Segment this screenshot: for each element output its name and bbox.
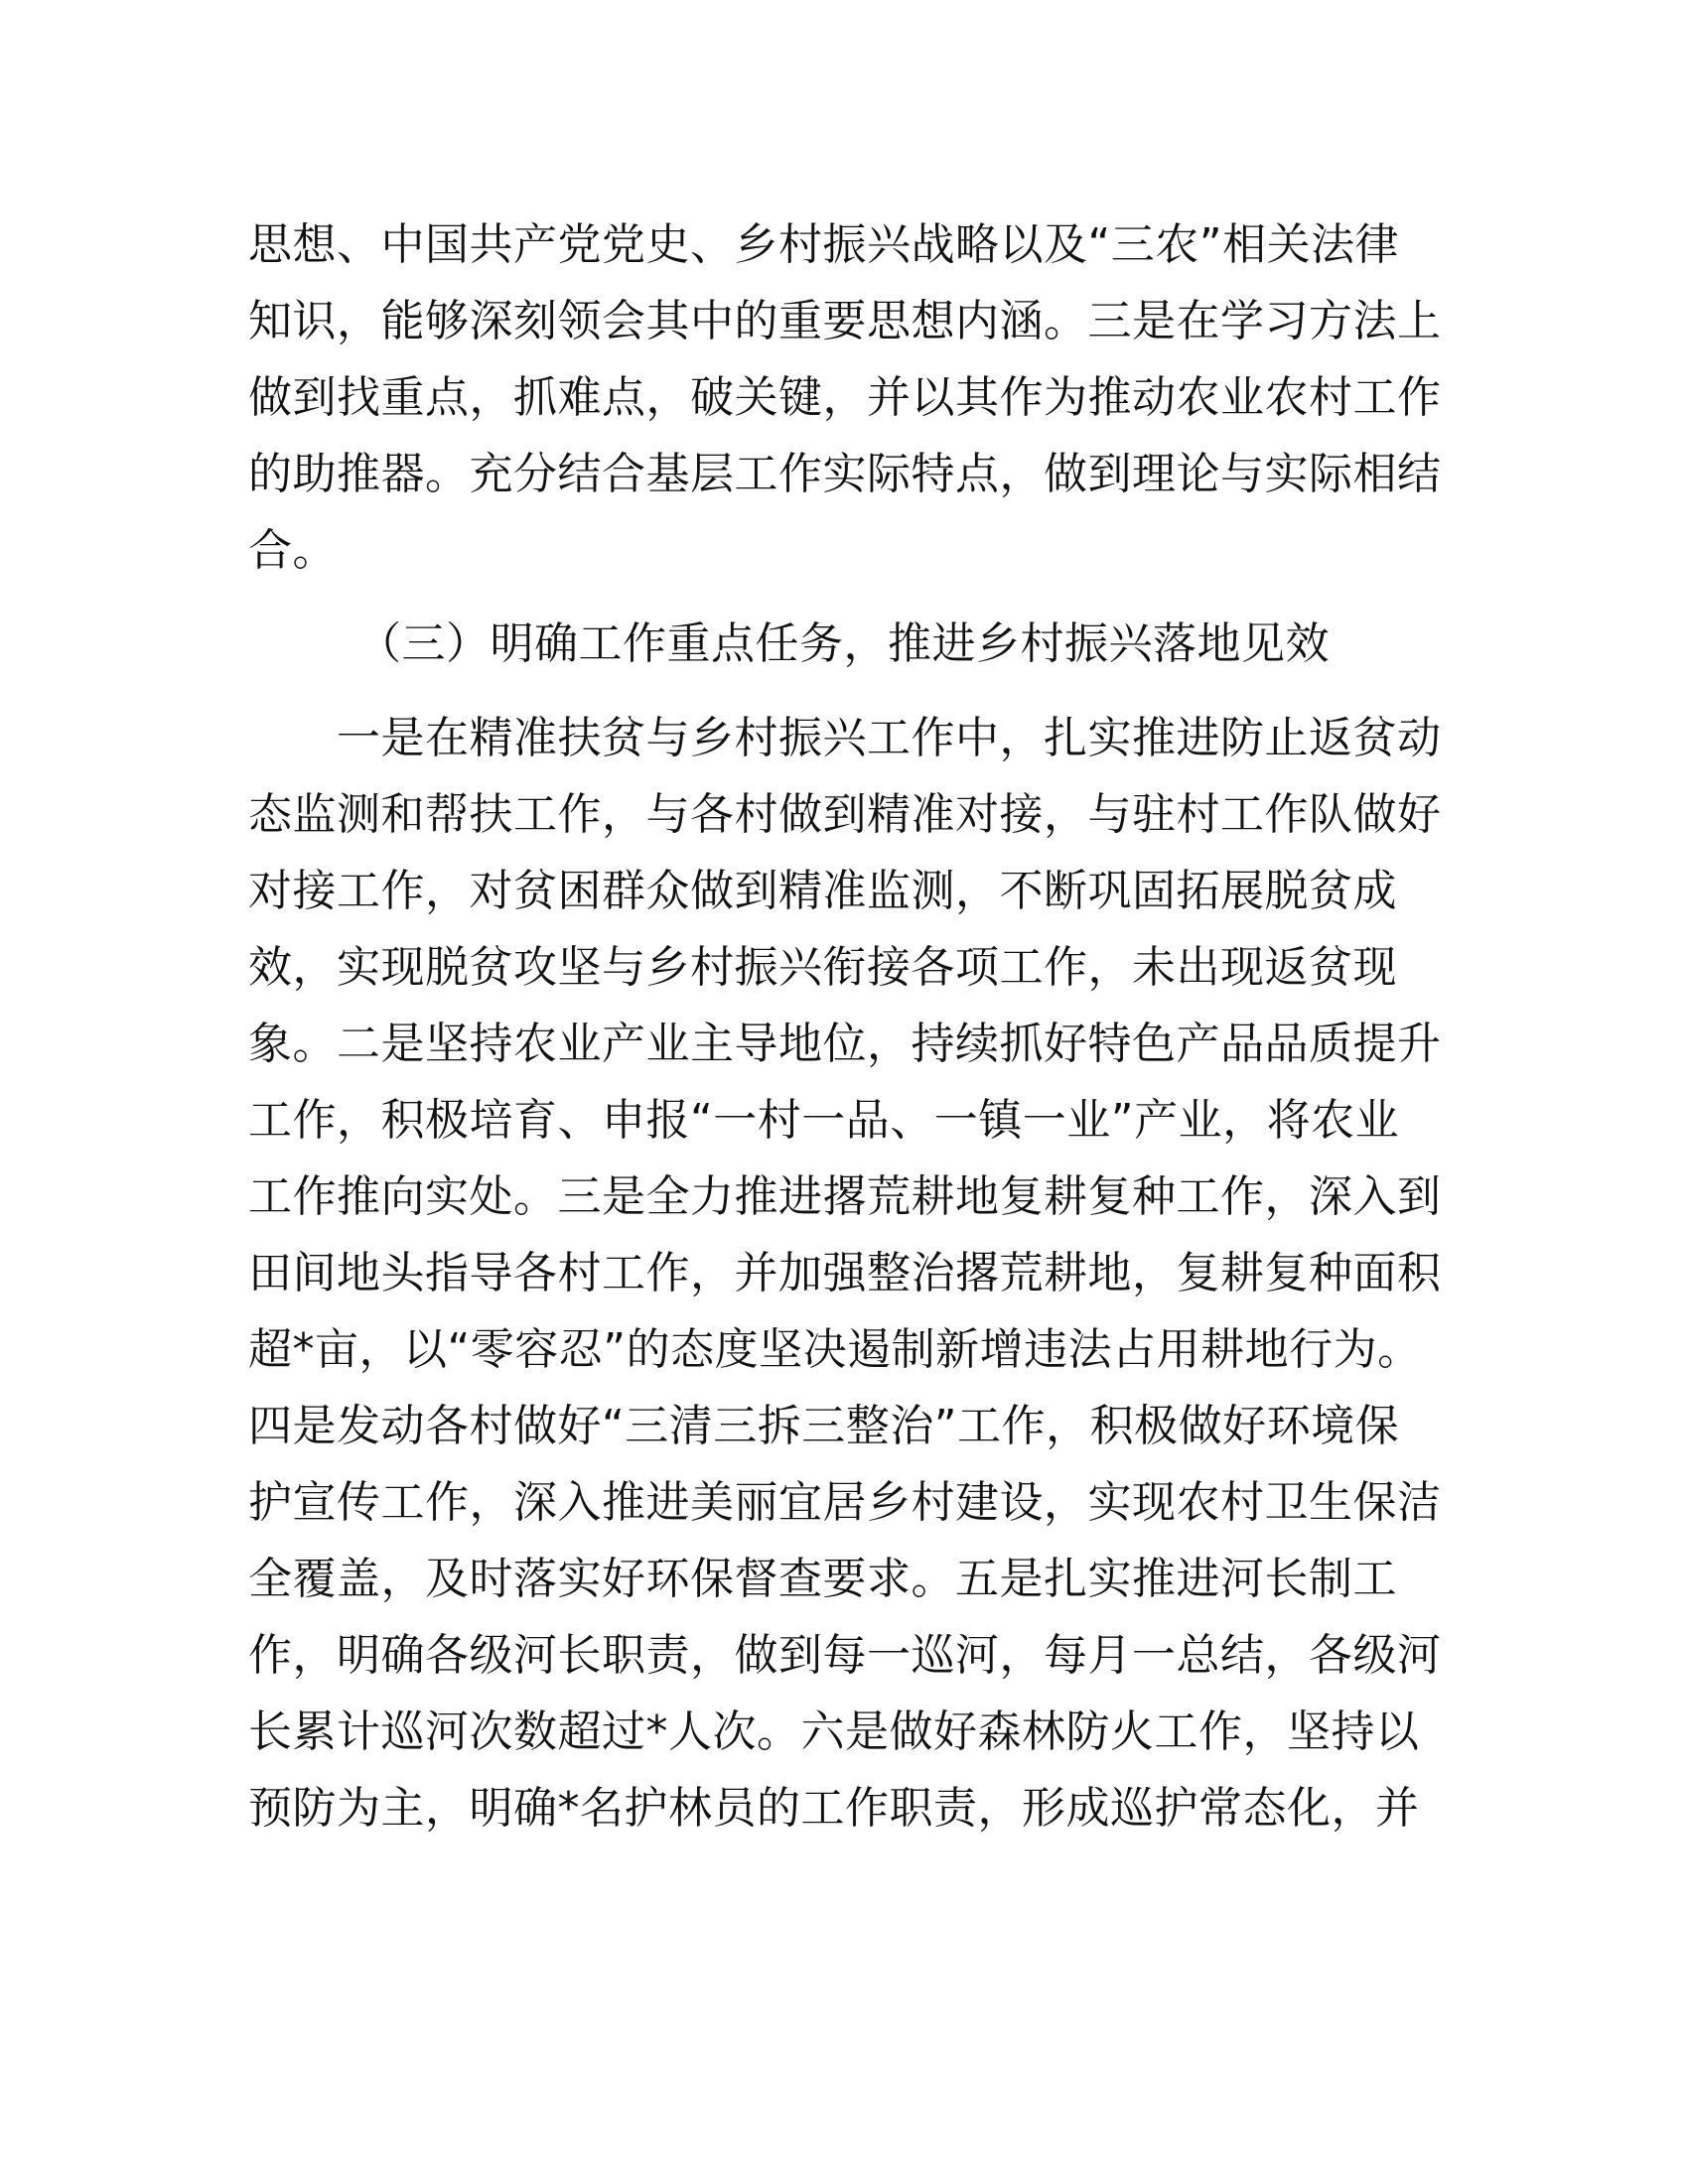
paragraph-line: 田间地头指导各村工作，并加强整治撂荒耕地，复耕复种面积	[248, 1248, 1442, 1298]
paragraph-line: 的助推器。充分结合基层工作实际特点，做到理论与实际相结	[248, 449, 1442, 499]
paragraph-line: 做到找重点，抓难点，破关键，并以其作为推动农业农村工作	[248, 372, 1442, 423]
paragraph-line: 预防为主，明确*名护林员的工作职责，形成巡护常态化，并	[248, 1783, 1420, 1834]
paragraph-line: 护宣传工作，深入推进美丽宜居乡村建设，实现农村卫生保洁	[248, 1477, 1442, 1528]
paragraph-line: 态监测和帮扶工作，与各村做到精准对接，与驻村工作队做好	[248, 789, 1442, 840]
paragraph-body	[248, 700, 1440, 1846]
paragraph-line: 全覆盖，及时落实好环保督查要求。五是扎实推进河长制工	[248, 1554, 1397, 1604]
paragraph-line: 四是发动各村做好“三清三拆三整治”工作，积极做好环境保	[248, 1401, 1400, 1451]
paragraph-line: 长累计巡河次数超过*人次。六是做好森林防火工作，坚持以	[248, 1706, 1420, 1757]
paragraph-line: 思想、中国共产党党史、乡村振兴战略以及“三农”相关法律	[248, 219, 1400, 270]
section-heading: （三）明确工作重点任务，推进乡村振兴落地见效	[357, 618, 1330, 669]
paragraph-line: 超*亩，以“零容忍”的态度坚决遏制新增违法占用耕地行为。	[248, 1324, 1422, 1375]
paragraph-continued	[248, 206, 1440, 589]
paragraph-line: 象。二是坚持农业产业主导地位，持续抓好特色产品品质提升	[248, 1019, 1442, 1069]
paragraph-line: 合。	[248, 525, 337, 576]
paragraph-line: 效，实现脱贫攻坚与乡村振兴衔接各项工作，未出现返贫现	[248, 942, 1397, 993]
section-heading-block	[248, 606, 1440, 682]
paragraph-line: 工作，积极培育、申报“一村一品、一镇一业”产业，将农业	[248, 1095, 1400, 1146]
paragraph-line: 工作推向实处。三是全力推进撂荒耕地复耕复种工作，深入到	[248, 1171, 1442, 1222]
paragraph-line: 对接工作，对贫困群众做到精准监测，不断巩固拓展脱贫成	[248, 866, 1397, 916]
paragraph-line: 知识，能够深刻领会其中的重要思想内涵。三是在学习方法上	[248, 296, 1442, 346]
paragraph-line: 作，明确各级河长职责，做到每一巡河，每月一总结，各级河	[248, 1630, 1442, 1681]
paragraph-first-line: 一是在精准扶贫与乡村振兴工作中，扎实推进防止返贫动	[337, 713, 1442, 763]
